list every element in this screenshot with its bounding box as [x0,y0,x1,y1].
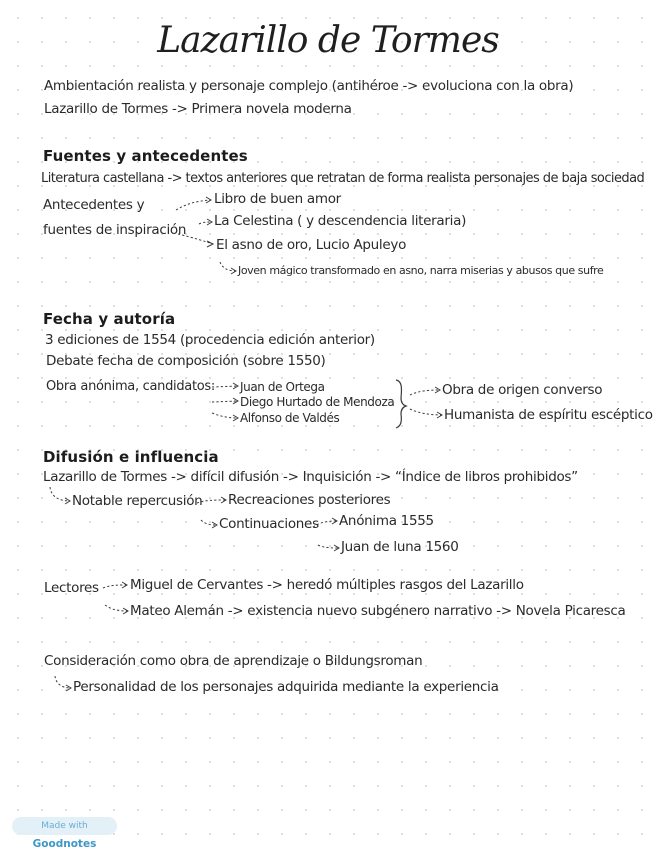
badge-brand: Goodnotes [32,838,97,850]
trait-item: Obra de origen converso [442,382,603,398]
badge-made-with: Made with [41,821,88,831]
lectores-label: Lectores [44,580,99,596]
personalidad-line: Personalidad de los personajes adquirida mediante la experiencia [73,679,499,695]
continuation-item: Juan de luna 1560 [341,539,459,555]
source-item: El asno de oro, Lucio Apuleyo [216,237,407,253]
heading-fuentes: Fuentes y antecedentes [43,147,248,165]
source-sub-note: Joven mágico transformado en asno, narra miserias y abusos que sufre [238,264,604,277]
recreaciones-label: Recreaciones posteriores [228,492,391,508]
candidates-label: Obra anónima, candidatos: [46,379,215,394]
fuentes-label-2: fuentes de inspiración [43,222,187,238]
candidate-item: Juan de Ortega [240,380,325,394]
goodnotes-badge [12,817,117,850]
lector-item: Miguel de Cervantes -> heredó múltiples rasgos del Lazarillo [130,577,524,593]
intro-line-2: Lazarillo de Tormes -> Primera novela moderna [44,101,352,117]
fecha-line-2: Debate fecha de composición (sobre 1550) [46,353,326,369]
page-title: Lazarillo de Tormes [157,20,499,61]
trait-item: Humanista de espíritu escéptico [444,407,653,423]
source-item: La Celestina ( y descendencia literaria) [214,213,467,229]
fecha-line-1: 3 ediciones de 1554 (procedencia edición anterior) [45,332,375,348]
fuentes-label-1: Antecedentes y [43,197,145,213]
source-item: Libro de buen amor [214,191,341,207]
candidate-item: Alfonso de Valdés [240,411,340,425]
repercusion-label: Notable repercusión [72,493,203,509]
heading-fecha: Fecha y autoría [43,310,176,328]
heading-difusion: Difusión e influencia [43,448,219,466]
fuentes-line-1: Literatura castellana -> textos anteriores que retratan de forma realista personajes de baja sociedad [41,171,645,186]
consideracion-line: Consideración como obra de aprendizaje o Bildungsroman [44,653,423,669]
continuaciones-label: Continuaciones [219,516,319,532]
continuation-item: Anónima 1555 [339,513,434,529]
intro-line-1: Ambientación realista y personaje complejo (antihéroe -> evoluciona con la obra) [44,78,574,94]
candidate-item: Diego Hurtado de Mendoza [240,395,395,409]
difusion-line-1: Lazarillo de Tormes -> difícil difusión -> Inquisición -> “Índice de libros prohibidos” [43,469,578,485]
lector-item: Mateo Alemán -> existencia nuevo subgénero narrativo -> Novela Picaresca [130,603,626,619]
